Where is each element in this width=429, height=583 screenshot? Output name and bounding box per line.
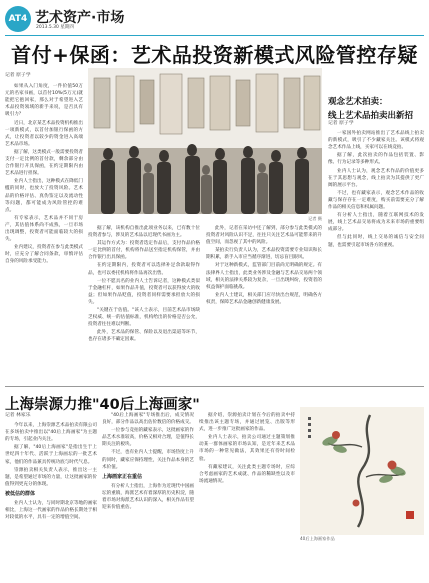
masthead-rule xyxy=(5,35,424,36)
article2-column-1 xyxy=(5,412,97,578)
paragraph: 有分析人士指出，上海作为近现代中国画坛的重镇，海派艺术有着深厚的历史积淀，随着市场对海派艺术认识的深入，相关作品有望迎来价值重估。 xyxy=(102,483,194,511)
paragraph: 其运作方式为：投资者选定作品后，支付作品价格一定比例的首付，机构将作品送至指定机构保管，并由合作银行出具保函。 xyxy=(88,241,200,261)
paragraph: 某拍卖行负责人认为，艺术品投资需要专业知识和长期积累，新手入市应当循序渐进，切忌盲目跟风。 xyxy=(206,248,322,261)
paragraph: 业内人士认为，与同时期北京等地的画家相比，上海这一代画家的作品价格长期处于相对较低的水平，具有一定的增值空间。 xyxy=(5,501,97,521)
paragraph: 业内人士表示，拍卖公司通过主题策划推动某一群体画家的市场认知，是近年来艺术品市场的一种常见做法，其效果还有待时间检验。 xyxy=(199,435,295,462)
paragraph: 但与此同时，线上交易的诚信与安全问题，也需要引起市场各方的重视。 xyxy=(328,235,424,248)
photo-caption: 记者 摄 xyxy=(308,216,322,221)
photo2-caption: 40后上海画家作品 xyxy=(300,536,335,541)
paragraph: 如果从入门角度，一件价值50万元的名家书画，以首付10%(5万元)就能把它抱回家，那么对于希望进入艺术品投资领域的新手来说，是否具有吸引力？ xyxy=(5,84,83,118)
paragraph: 一位不愿具名的业内人士告诉记者，这种模式类似于金融杠杆，如果作品升值，投资者可以获得放大的收益；但如果作品贬值，投资者同样需要承担放大的损失。 xyxy=(88,278,200,305)
paragraph: "40后上海画家"专场推出后，成交情况良好，部分作品以高出估价数倍的价格成交。 xyxy=(102,413,194,426)
paragraph: 据了解，"40后上海画家"是指出生于上世纪四十年代、活跃于上海画坛的一批艺术家，他们的作品兼具传统功底与时代气息。 xyxy=(5,445,97,465)
subheading: 被低估的群体 xyxy=(5,490,36,497)
exhibition-scene-illustration xyxy=(88,68,322,214)
subheading: 上海画家正在重估 xyxy=(102,473,143,480)
paragraph: 有分析人士指出，随着互联网技术的发展，线上艺术品交易将成为未来市场的重要组成部分。 xyxy=(328,213,424,233)
paragraph: 此外，记者在采访中还了解到，部分参与此类模式的投资者对风险认识不足，往往只关注艺术品可能带来的升值空间，而忽视了其中的风险。 xyxy=(206,226,322,246)
paragraph: 据了解，此次拍卖的作品包括装置、影像、行为记录等多种形式。 xyxy=(328,153,424,166)
paragraph: 业内建议，投资者在参与此类模式时，应充分了解合同条款，审慎评估自身的风险承受能力。 xyxy=(5,245,83,265)
paragraph: 业内人士指出，这种模式在降低门槛的同时，也放大了投资风险。艺术品的价格评估、真伪鉴定以及流动性等问题，都可能成为风险管控的难点。 xyxy=(5,179,83,213)
paragraph: 有藏家建议，关注此类主题专场时，应综合考虑画家的艺术成就、作品的稀缺性以及市场流通情况。 xyxy=(199,464,295,484)
sidebar-byline: 记者 原子学 xyxy=(328,121,354,126)
paragraph: 业内人士认为，观念艺术作品的价值更多在于其思想与观念，线上拍卖为其提供了更广阔的展示平台。 xyxy=(328,168,424,188)
sidebar-headline-line-2: 线上艺术品拍卖出新招 xyxy=(328,111,414,121)
section-badge: AT4 xyxy=(5,6,31,32)
paragraph: "关键在于估值。"该人士表示，目前艺术品市场缺乏权威、统一的估值标准，机构给出的价格是否公允，投资者往往难以判断。 xyxy=(88,308,200,328)
issue-date: 2013.5.30 星期四 xyxy=(36,25,74,30)
masthead xyxy=(5,5,424,35)
paragraph: 不过，也有藏家表示，观念艺术作品的收藏与保存存在一定难度，购买前需要充分了解作品的相关信息和权属问题。 xyxy=(328,190,424,211)
sidebar-headline xyxy=(328,95,424,121)
paragraph: 对于这种新模式，监管部门目前尚无明确的规定。有法律界人士指出，此类业务涉及金融与艺术品交易两个领域，相关的法律关系较为复杂，一旦出现纠纷，投资者的权益保护面临挑战。 xyxy=(206,263,322,290)
article-headline: 首付+保函：艺术品投资新模式风险管控存疑 xyxy=(11,43,418,67)
article2-column-3 xyxy=(199,412,295,578)
paragraph: 在约定期限内，投资者可以选择补足余款取得作品，也可以委托机构将作品再次出售。 xyxy=(88,263,200,276)
painting-photo xyxy=(300,407,424,535)
article2-headline: 上海崇源力推"40后上海画家" xyxy=(5,397,200,413)
paragraph: 业内人士建议，相关部门应尽快出台规范，明确各方权责，保障艺术品金融创新健康发展。 xyxy=(206,292,322,305)
article1-byline: 记者 原子学 xyxy=(5,73,31,78)
section-title: 艺术资产·市场 xyxy=(35,10,125,26)
painting-illustration xyxy=(300,407,424,535)
paragraph: 近日，北京某艺术品投资机构推出一项新模式，以首付加银行保函的方式，让投资者以较少的资金进入高端艺术品市场。 xyxy=(5,120,83,147)
auction-exhibition-photo xyxy=(88,68,322,214)
paragraph: 不过，也有业内人士提醒，市场热度上升的同时，藏家应保持理性，关注作品本身的艺术价值。 xyxy=(102,450,194,470)
article1-column-1 xyxy=(5,72,83,380)
paragraph: 据了解，这类模式一般需要投资者支付一定比例的首付款，剩余部分由合作银行开具保函，在约定期限内由艺术品进行担保。 xyxy=(5,149,83,177)
section-divider xyxy=(5,386,424,387)
article2-column-2 xyxy=(102,412,194,578)
sidebar-column xyxy=(328,120,424,380)
paragraph: 据介绍，崇源拍卖计划在今后的拍卖中持续推出该主题专场，并通过展览、出版等形式，进一步推广这批画家的作品。 xyxy=(199,413,295,433)
paragraph: 一家国外拍卖网站推出了艺术品线上拍卖的新模式，吸引了不少藏家关注。该模式将观念艺术作品上线，买家可以在线竞拍。 xyxy=(328,131,424,151)
paragraph: 有专家表示，艺术品并不同于房产，其估值体系尚不成熟，一旦市场出现调整，投资者可能面临较大的损失。 xyxy=(5,215,83,243)
paragraph: 据了解，该机构自推出此项业务以来，已有数十位投资者参与，涉及的艺术品以近现代书画为主。 xyxy=(88,226,200,239)
sidebar-headline-line-1: 观念艺术拍卖： xyxy=(328,97,388,107)
paragraph: 一位参与竞拍的藏家表示，这批画家的作品艺术水准较高，价格又相对合理，是值得长期关注的板块。 xyxy=(102,428,194,448)
paragraph: 此外，艺术品的保管、保险以及退出渠道等环节，也存在诸多不确定因素。 xyxy=(88,330,200,343)
paragraph: 今年以来，上海崇源艺术品拍卖有限公司在多场拍卖中推出以"40后上海画家"为主题的专场，引起业内关注。 xyxy=(5,423,97,443)
article1-column-2 xyxy=(88,225,200,380)
paragraph: 崇源拍卖相关负责人表示，推出这一主题，是希望通过市场的力量，让这批画家的价值得到更充分的体现。 xyxy=(5,467,97,487)
article2-byline: 记者 林家乐 xyxy=(5,413,31,418)
article1-column-3 xyxy=(206,225,322,380)
